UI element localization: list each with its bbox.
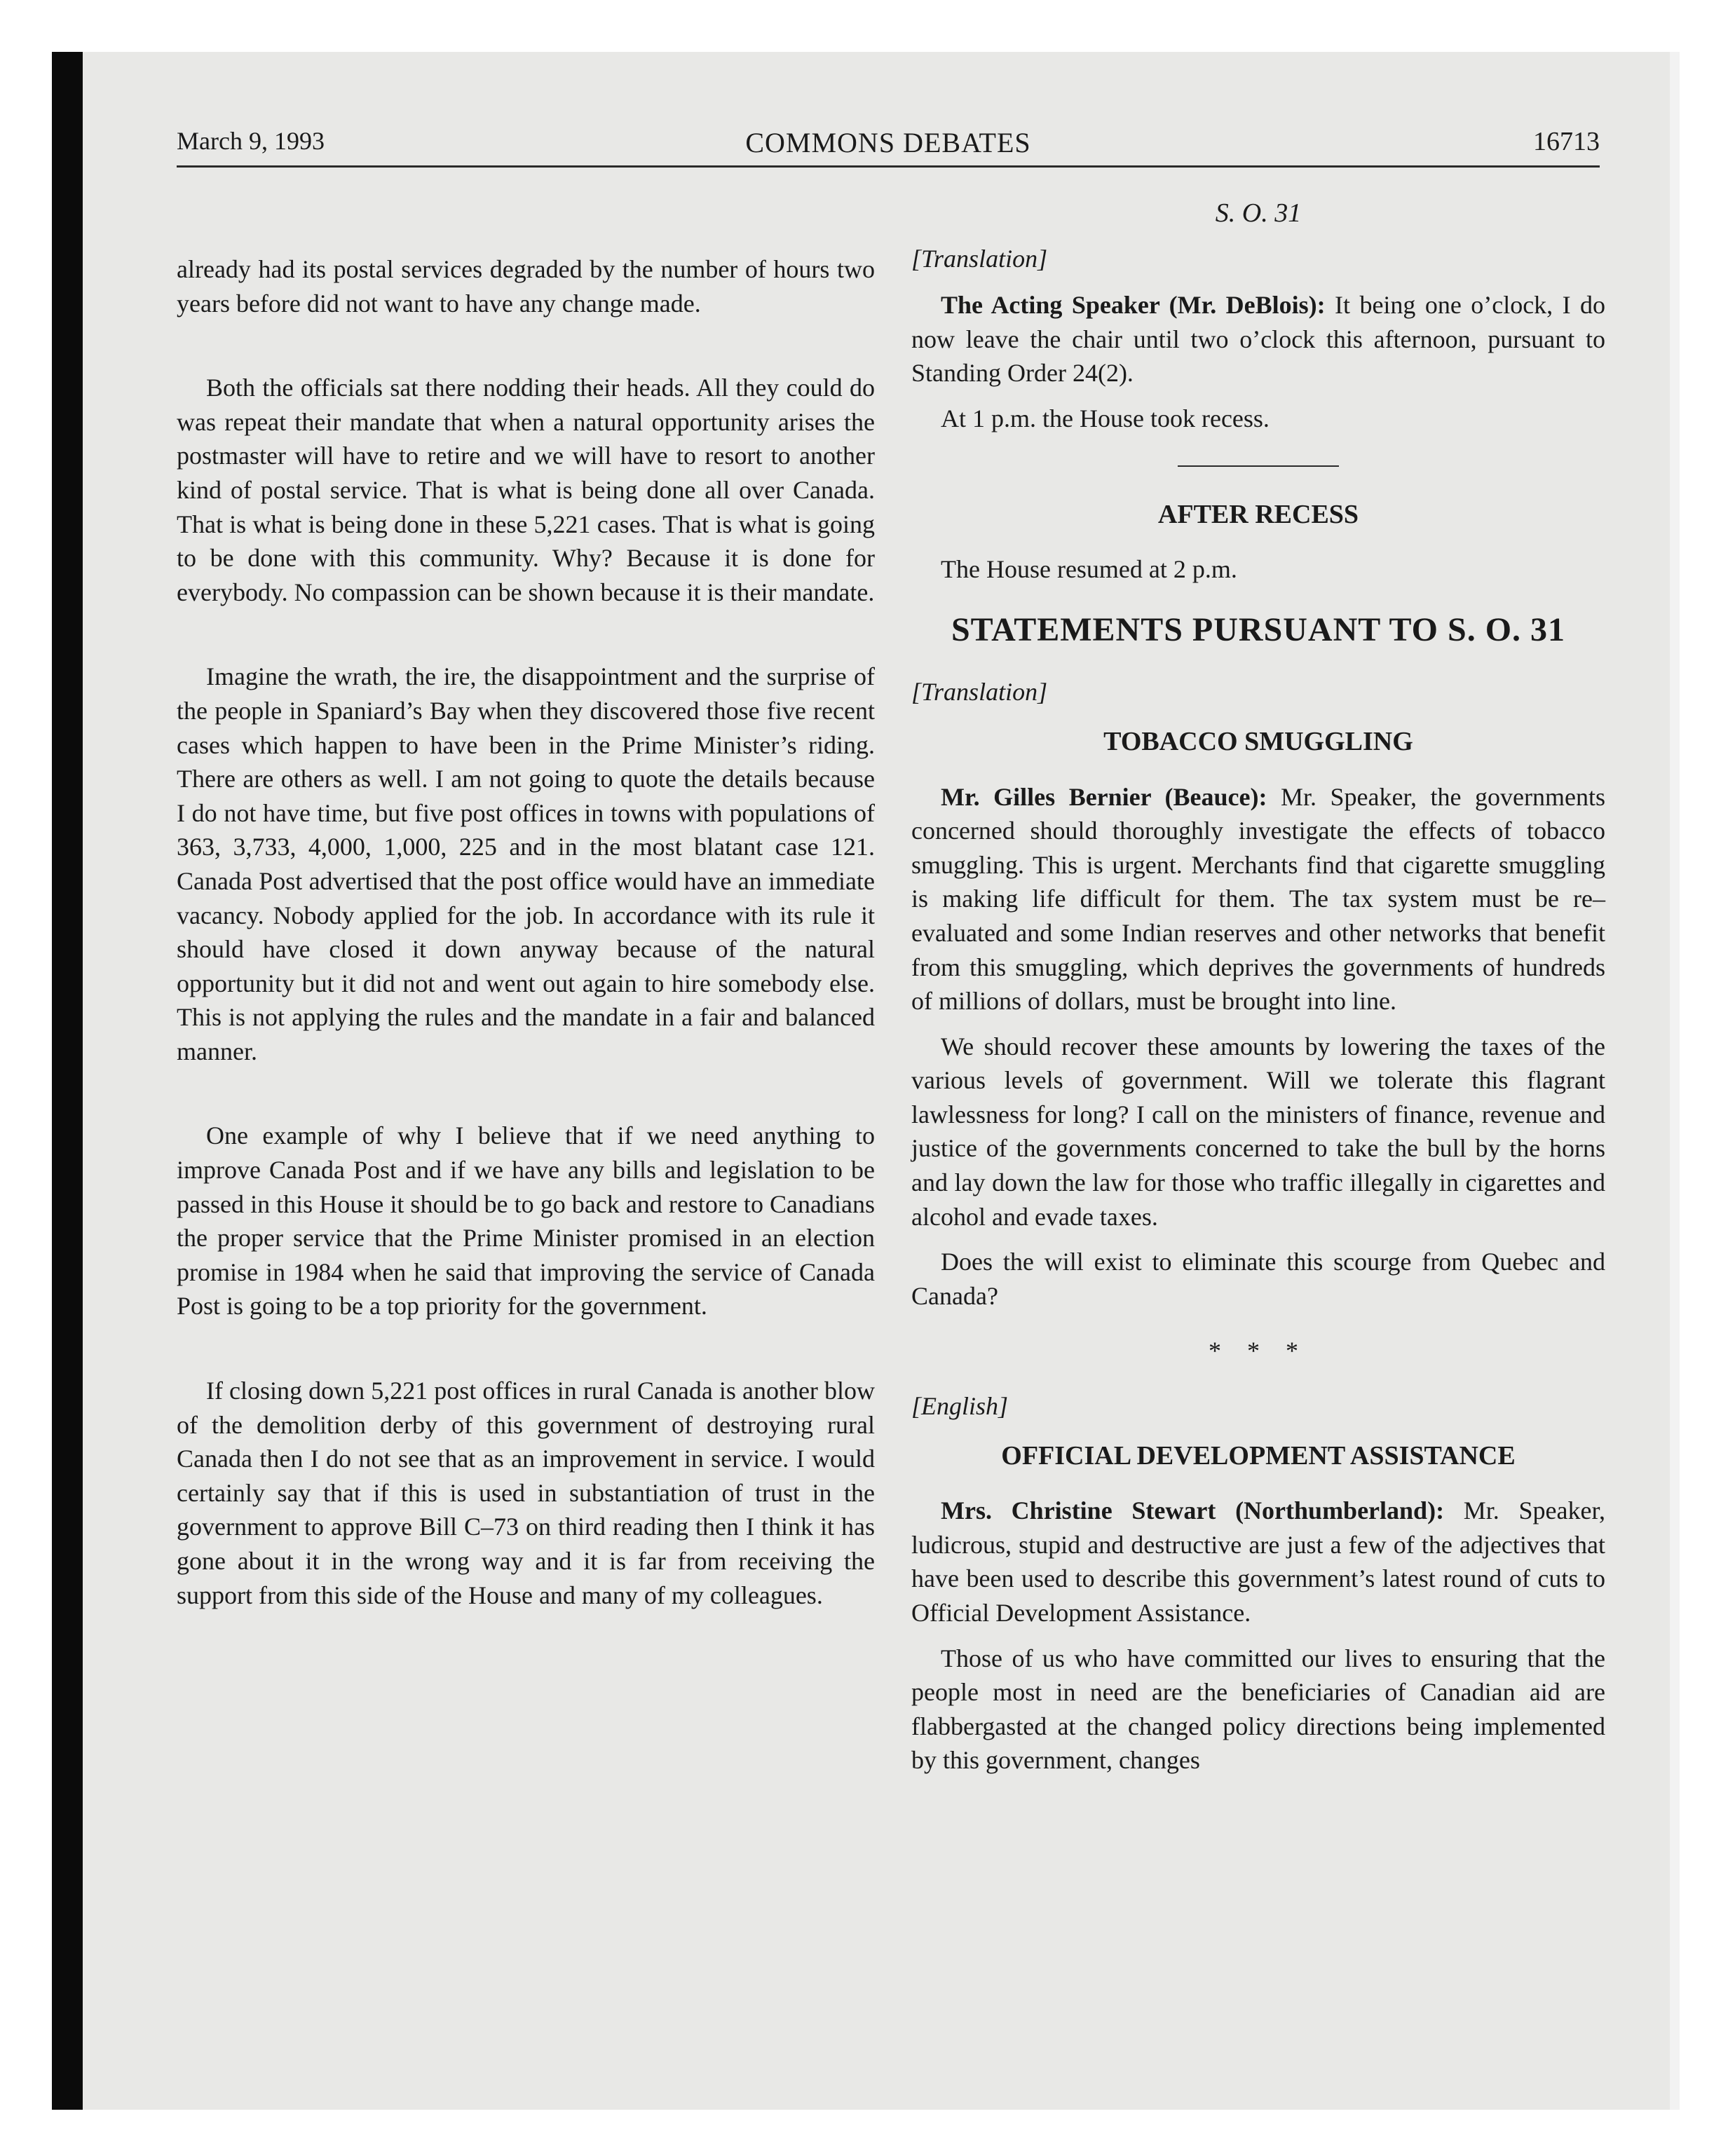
tobacco-heading: TOBACCO SMUGGLING [1103, 726, 1413, 756]
tobacco-paragraph-3: Does the will exist to eliminate this scourge from Quebec and Canada? [911, 1248, 1605, 1310]
english-tag: [English] [911, 1392, 1009, 1421]
left-paragraph-2: Both the officials sat there nodding their heads. All they could do was repeat their mandate that when a natural opportunity arises the postmaster will have to retire and we will have to resort to another kind of postal service. That is what is being done all over Canada. That is what is being done in these 5,221 cases. That is what is going to be done with this community. Why? Because it is done for everybody. No compassion can be shown because it is their mandate. [177, 374, 875, 606]
speaker-name: Mr. Gilles Bernier (Beauce): [941, 782, 1267, 811]
scan-right-edge [1670, 52, 1680, 2110]
section-stars: * * * [1209, 1337, 1308, 1365]
section-divider [1178, 465, 1339, 467]
right-column [911, 196, 1605, 1789]
left-paragraph-1: already had its postal services degraded by the number of hours two years before did not want to have any change made. [177, 255, 875, 318]
speaker-text: Mr. Speaker, the governments concerned should thoroughly investigate the effects of tobacco smuggling. This is urgent. Merchants find that cigarette smuggling is making life difficult for them. The tax system must be re–evaluated and some Indian reserves and other networks that benefit from this smuggling, which deprives the governments of hundreds of millions of dollars, must be brought into line. [911, 782, 1605, 1016]
header-rule [177, 165, 1600, 168]
left-paragraph-3: Imagine the wrath, the ire, the disappointment and the surprise of the people in Spaniard’s Bay when they discovered those five recent cases which happen to have been in the Prime Minister’s riding. There are others as well. I am not going to quote the details because I do not have time, but five post offices in towns with populations of 363, 3,733, 4,000, 1,000, 225 and in the most blatant case 121. Canada Post advertised that the post office would have an immediate vacancy. Nobody applied for the job. In accordance with its rule it should have closed it down anyway because of the natural opportunity but it did not and went out again to hire somebody else. This is not applying the rules and the mandate in a fair and balanced manner. [177, 662, 875, 1065]
running-head [177, 126, 1600, 161]
header-title: COMMONS DEBATES [745, 127, 1031, 158]
standing-order-label: S. O. 31 [1215, 198, 1302, 228]
speaker-text: Mr. Speaker, ludicrous, stupid and destructive are just a few of the adjectives that have been used to describe this government’s latest round of cuts to Official Development Assistance. [911, 1496, 1606, 1627]
recess-line: At 1 p.m. the House took recess. [941, 404, 1270, 432]
left-column [177, 252, 875, 1663]
stewart-statement [911, 1494, 1605, 1630]
speaker-name: The Acting Speaker (Mr. DeBlois): [941, 291, 1326, 320]
page-number: 16713 [1533, 127, 1600, 156]
translation-tag: [Translation] [911, 244, 1048, 273]
translation-tag: [Translation] [911, 678, 1048, 707]
statements-heading: STATEMENTS PURSUANT TO S. O. 31 [951, 610, 1566, 648]
bernier-statement [911, 780, 1605, 1018]
scan-left-border [52, 52, 83, 2110]
after-recess-heading: AFTER RECESS [1157, 499, 1359, 529]
left-paragraph-4: One example of why I believe that if we need anything to improve Canada Post and if we have any bills and legislation to be passed in this House it should be to go back and restore to Canadians the proper service that the Prime Minister promised in an election promise in 1984 when he said that improving the service of Canada Post is going to be a top priority for the government. [177, 1121, 875, 1321]
oda-heading: OFFICIAL DEVELOPMENT ASSISTANCE [1001, 1440, 1516, 1471]
resumed-line: The House resumed at 2 p.m. [941, 555, 1237, 584]
speaker-name: Mrs. Christine Stewart (Northumberland): [941, 1496, 1445, 1525]
header-date: March 9, 1993 [177, 127, 325, 155]
acting-speaker-statement [911, 288, 1605, 390]
tobacco-paragraph-2: We should recover these amounts by lowering the taxes of the various levels of government. Will we tolerate this flagrant lawlessness for long? I call on the ministers of finance, revenue and justice of the governments concerned to take the bull by the horns and lay down the law for those who traffic illegally in cigarettes and alcohol and evade taxes. [911, 1032, 1605, 1231]
oda-paragraph-2: Those of us who have committed our lives to ensuring that the people most in need are the beneficiaries of Canadian aid are flabbergasted at the changed policy directions being implemented by this government, changes [911, 1644, 1605, 1775]
speaker-text: It being one o’clock, I do now leave the chair until two o’clock this afternoon, pursuant to Standing Order 24(2). [911, 291, 1606, 388]
left-paragraph-5: If closing down 5,221 post offices in rural Canada is another blow of the demolition derby of this government of destroying rural Canada then I do not see that as an improvement in service. I would certainly say that if this is used in substantiation of trust in the government to approve Bill C–73 on third reading then I think it has gone about it in the wrong way and it is far from receiving the support from this side of the House and many of my colleagues. [177, 1377, 875, 1609]
